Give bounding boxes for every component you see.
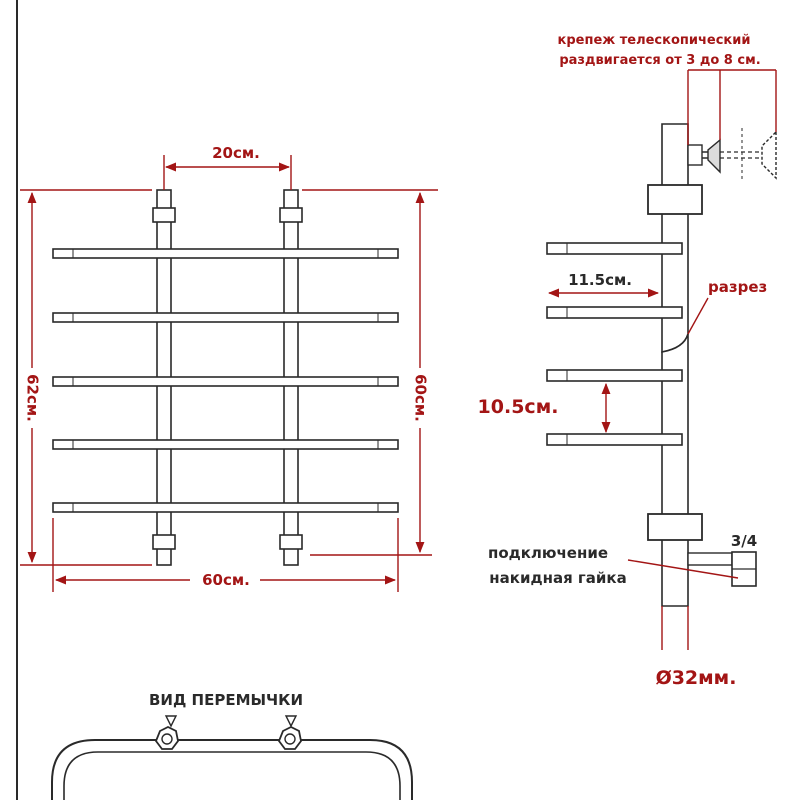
jumper-outer-outline bbox=[52, 740, 412, 800]
bar-depth-label: 11.5см. bbox=[568, 271, 632, 289]
horizontal-bar-5 bbox=[53, 503, 398, 512]
mount-note-line1: крепеж телескопический bbox=[557, 33, 751, 48]
bar-span-height-label: 60см. bbox=[411, 374, 430, 422]
jumper-view bbox=[52, 691, 412, 800]
tube-diameter-dimension bbox=[662, 606, 688, 650]
horizontal-bar-2 bbox=[53, 313, 398, 322]
upper-wall-clamp bbox=[648, 185, 702, 214]
side-bar-4 bbox=[547, 434, 682, 445]
lower-wall-clamp bbox=[648, 514, 702, 540]
bar-depth-dimension bbox=[549, 271, 658, 293]
bar-span-height-dimension bbox=[302, 190, 438, 555]
right-top-fitting bbox=[280, 208, 302, 222]
thread-label: 3/4 bbox=[730, 532, 758, 550]
jumper-view-title: ВИД ПЕРЕМЫЧКИ bbox=[148, 691, 304, 709]
front-view bbox=[20, 144, 438, 592]
side-bar-3 bbox=[547, 370, 682, 381]
left-bottom-fitting bbox=[153, 535, 175, 549]
bar-pitch-label: 10.5см. bbox=[477, 396, 559, 418]
right-bottom-fitting bbox=[280, 535, 302, 549]
rail-spacing-dimension bbox=[164, 144, 291, 190]
horizontal-bar-4 bbox=[53, 440, 398, 449]
side-view bbox=[478, 33, 776, 689]
connection-line2: накидная гайка bbox=[489, 569, 627, 587]
side-bar-2 bbox=[547, 307, 682, 318]
total-height-label: 62см. bbox=[23, 374, 42, 422]
connection-fitting bbox=[688, 552, 756, 586]
mount-note-leaders bbox=[688, 70, 776, 145]
section-leader bbox=[688, 298, 708, 334]
tube-diameter-label: Ø32мм. bbox=[655, 667, 737, 689]
rail-spacing-label: 20см. bbox=[212, 144, 260, 162]
right-jumper-nut bbox=[279, 716, 301, 749]
width-label: 60см. bbox=[202, 571, 250, 589]
horizontal-bar-3 bbox=[53, 377, 398, 386]
side-bar-1 bbox=[547, 243, 682, 254]
left-top-fitting bbox=[153, 208, 175, 222]
telescopic-mount bbox=[688, 128, 776, 182]
horizontal-bar-1 bbox=[53, 249, 398, 258]
connection-line1: подключение bbox=[487, 544, 609, 562]
mount-note-line2: раздвигается от 3 до 8 см. bbox=[559, 53, 761, 68]
jumper-inner-outline bbox=[64, 752, 400, 800]
section-label: разрез bbox=[708, 278, 768, 296]
left-jumper-nut bbox=[156, 716, 178, 749]
